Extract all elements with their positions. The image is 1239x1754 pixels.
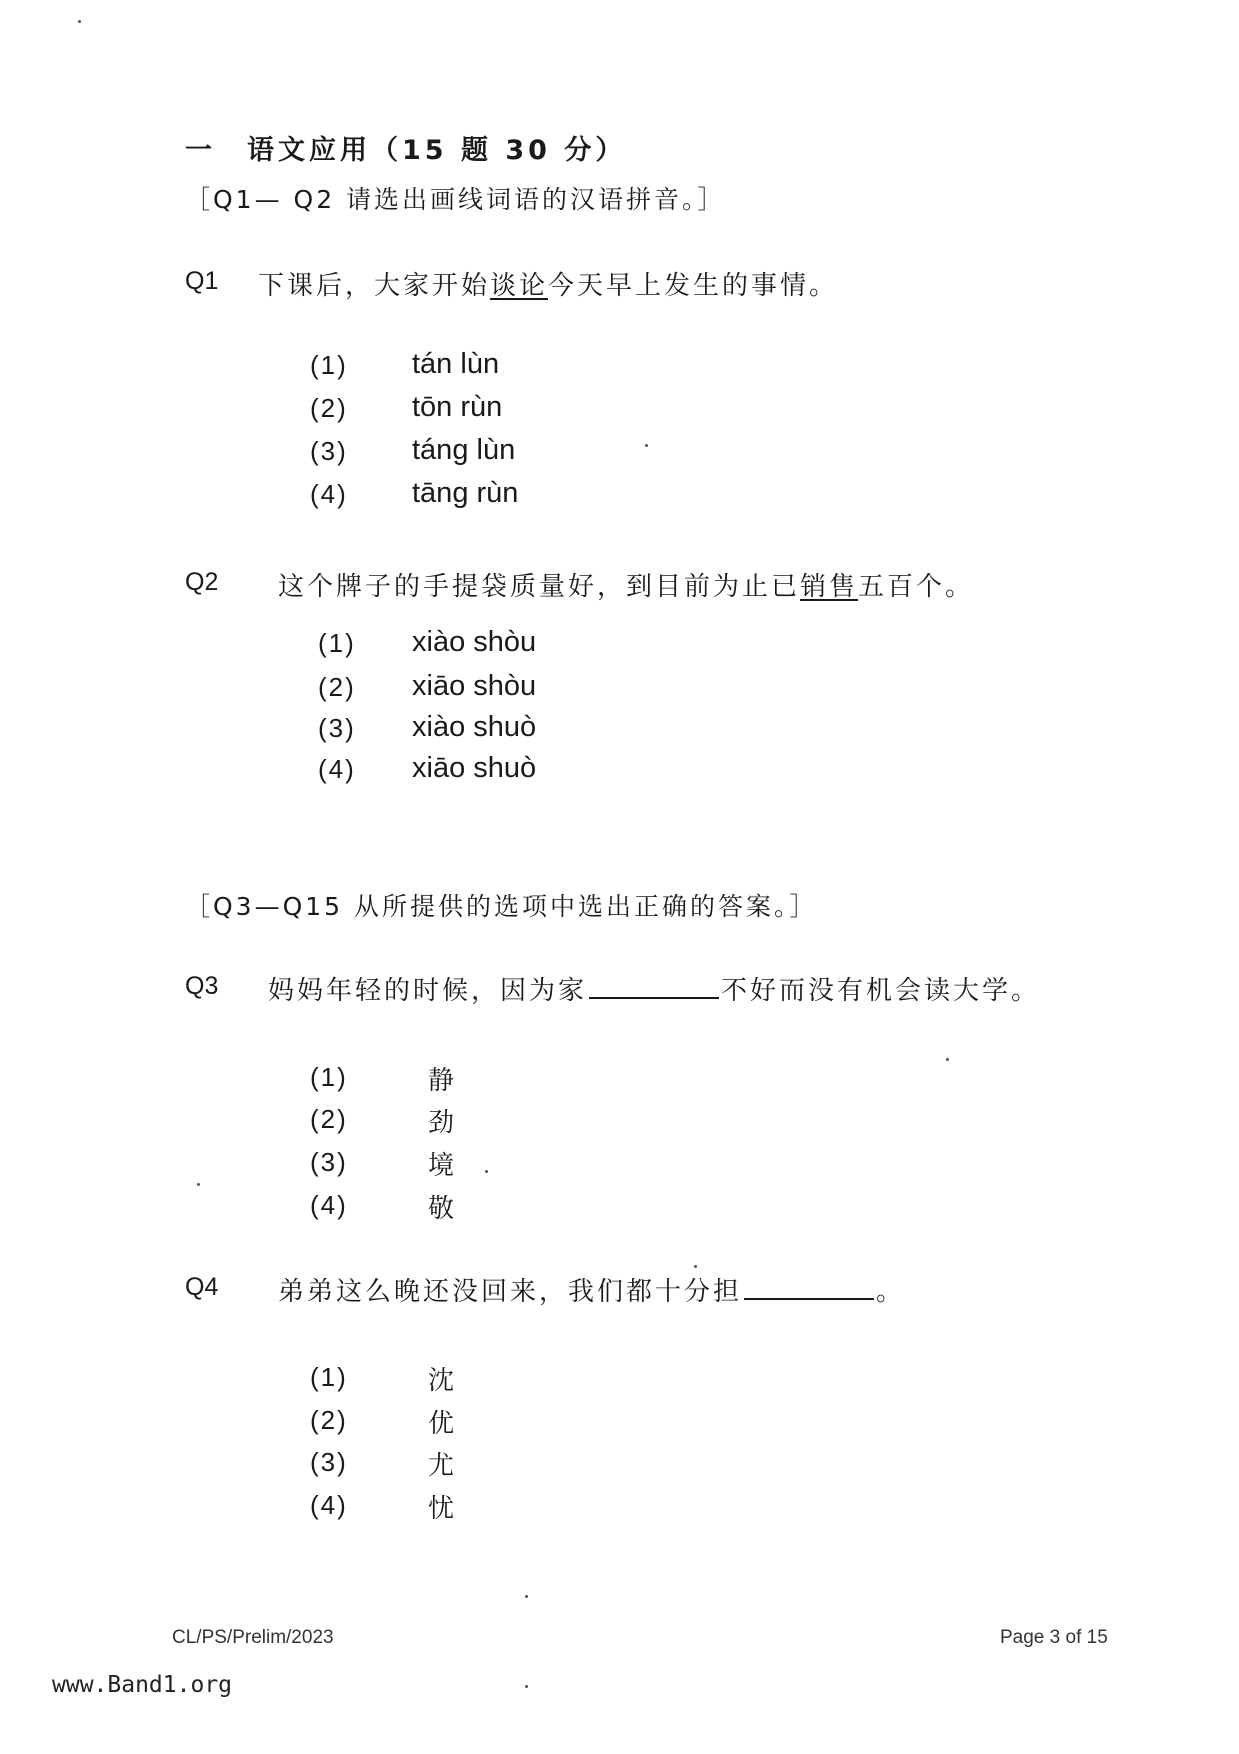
option-number: (1) xyxy=(318,628,356,658)
question-text-after: 五百个。 xyxy=(858,572,975,602)
option-text: xiào shuò xyxy=(412,711,537,743)
option-number: (2) xyxy=(310,1104,348,1134)
underlined-word: 销售 xyxy=(800,572,859,602)
watermark-text: www.Band1.org xyxy=(52,1672,233,1698)
scan-speck xyxy=(946,1058,949,1061)
question-text-before: 下课后，大家开始 xyxy=(258,271,491,301)
scan-speck xyxy=(78,20,81,23)
option-number: (1) xyxy=(310,1062,348,1092)
option-text: tán lùn xyxy=(412,348,500,380)
option-number: (1) xyxy=(310,350,348,380)
question-2-text xyxy=(278,566,974,603)
scan-speck xyxy=(525,1595,528,1598)
option-text: táng lùn xyxy=(412,434,516,466)
option-number: (3) xyxy=(310,436,348,466)
option-text: 境 xyxy=(428,1151,455,1181)
footer-page-number: Page 3 of 15 xyxy=(1000,1627,1108,1648)
option-number: (3) xyxy=(310,1447,348,1477)
option-text: 敬 xyxy=(428,1194,455,1224)
question-text-after: 。 xyxy=(876,1277,906,1307)
option-number: (4) xyxy=(318,754,356,784)
instruction-q3-q15: ［Q3—Q15 从所提供的选项中选出正确的答案。］ xyxy=(185,892,818,921)
footer-exam-code: CL/PS/Prelim/2023 xyxy=(172,1627,334,1648)
question-4-text xyxy=(278,1271,905,1308)
option-number: (3) xyxy=(310,1147,348,1177)
answer-blank xyxy=(589,971,719,999)
instruction-q1-q2: ［Q1— Q2 请选出画线词语的汉语拼音。］ xyxy=(185,185,726,214)
option-number: (4) xyxy=(310,1190,348,1220)
option-number: (4) xyxy=(310,479,348,509)
question-1-text xyxy=(258,265,838,302)
question-number: Q1 xyxy=(185,267,219,295)
option-number: (3) xyxy=(318,713,356,743)
question-text-before: 妈妈年轻的时候，因为家 xyxy=(268,976,588,1006)
option-text: 劲 xyxy=(428,1108,455,1138)
option-text: 沈 xyxy=(428,1366,455,1396)
option-number: (4) xyxy=(310,1490,348,1520)
question-text-before: 这个牌子的手提袋质量好，到目前为止已 xyxy=(278,572,801,602)
scan-speck xyxy=(645,444,648,447)
section-title: 一 语文应用（15 题 30 分） xyxy=(185,135,627,166)
scan-speck xyxy=(525,1685,528,1688)
option-text: xiào shòu xyxy=(412,626,537,658)
question-3-text xyxy=(268,970,1040,1007)
question-number: Q3 xyxy=(185,972,219,1000)
option-number: (1) xyxy=(310,1362,348,1392)
answer-blank xyxy=(744,1272,874,1300)
question-number: Q4 xyxy=(185,1273,219,1301)
scan-speck xyxy=(485,1170,488,1173)
option-text: tāng rùn xyxy=(412,477,519,509)
scan-speck xyxy=(694,1265,697,1268)
question-number: Q2 xyxy=(185,568,219,596)
option-text: 忧 xyxy=(428,1494,455,1524)
option-text: tōn rùn xyxy=(412,391,503,423)
option-number: (2) xyxy=(310,393,348,423)
option-text: xiāo shuò xyxy=(412,752,537,784)
question-text-before: 弟弟这么晚还没回来，我们都十分担 xyxy=(278,1277,743,1307)
scan-speck xyxy=(197,1183,200,1186)
option-number: (2) xyxy=(318,672,356,702)
question-text-after: 今天早上发生的事情。 xyxy=(548,271,839,301)
question-text-after: 不好而没有机会读大学。 xyxy=(721,976,1041,1006)
option-text: 优 xyxy=(428,1409,455,1439)
underlined-word: 谈论 xyxy=(490,271,549,301)
option-text: xiāo shòu xyxy=(412,670,537,702)
option-text: 静 xyxy=(428,1066,455,1096)
option-text: 尤 xyxy=(428,1451,455,1481)
option-number: (2) xyxy=(310,1405,348,1435)
